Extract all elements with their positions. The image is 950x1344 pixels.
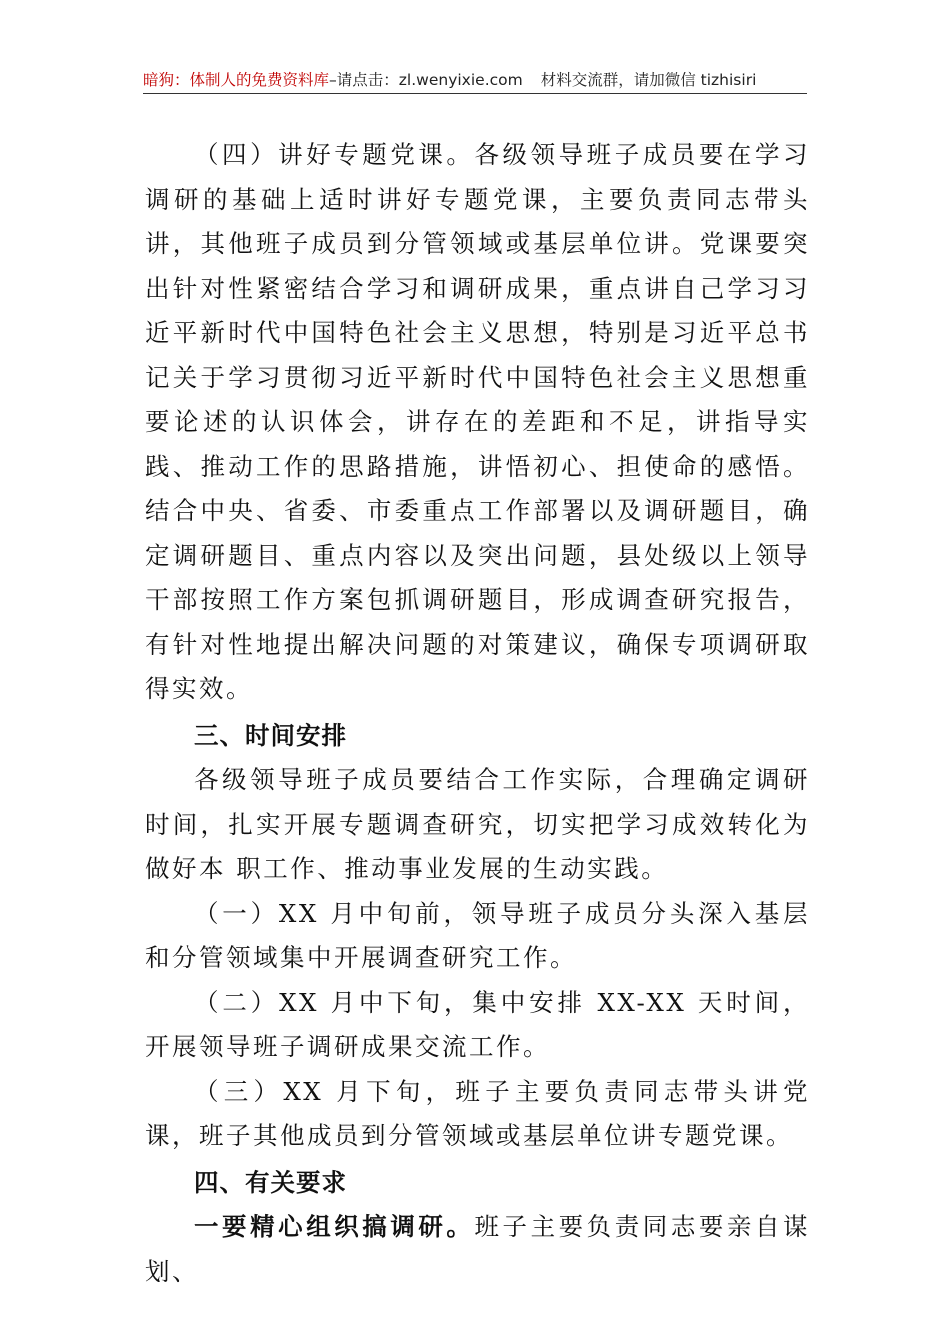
site-name: 体制人的免费资料库 (189, 71, 330, 89)
document-body (145, 133, 810, 1294)
section4-paragraph (145, 133, 810, 712)
section4-text: 各级领导班子成员要在学习调研的基础上适时讲好专题党课，主要负责同志带头讲，其他班子成员到分管领域或基层单位讲。党课要突出针对性紧密结合学习和调研成果，重点讲自己学习习近平新时代中国特色社会主义思想，特别是习近平总书记关于学习贯彻习近平新时代中国特色社会主义思想重要论述的认识体会，讲存在的差距和不足，讲指导实践、推动工作的思路措施，讲悟初心、担使命的感悟。结合中央、省委、市委重点工作部署以及调研题目，确定调研题目、重点内容以及突出问题，县处级以上领导干部按照工作方案包抓调研题目，形成调查研究报告，有针对性地提出解决问题的对策建议，确保专项调研取得实效。 (145, 140, 811, 703)
schedule-item-1: （一）XX 月中旬前，领导班子成员分头深入基层和分管领域集中开展调查研究工作。 (145, 898, 810, 972)
schedule-item-3: （三）XX 月下旬，班子主要负责同志带头讲党课，班子其他成员到分管领域或基层单位讲专题党课。 (145, 1076, 810, 1150)
page-header-banner (143, 70, 807, 90)
header-divider (143, 93, 807, 94)
requirement-1-text: 班子主要负责同志要亲自谋划、 (145, 1212, 811, 1286)
wechat-note: 材料交流群，请加微信 tizhisiri (540, 71, 757, 89)
requirement-1 (145, 1205, 810, 1294)
heading-schedule: 三、时间安排 (194, 720, 347, 750)
click-label: –请点击： (329, 71, 399, 89)
schedule-item-2: （二）XX 月中下旬，集中安排 XX-XX 天时间，开展领导班子调研成果交流工作。 (145, 987, 810, 1061)
site-url-link[interactable]: zl.wenyixie.com (398, 71, 523, 89)
requirement-1-lead: 一要精心组织搞调研。 (194, 1212, 475, 1241)
site-prefix: 暗狗： (143, 71, 190, 89)
section4-lead: （四）讲好专题党课。 (194, 140, 475, 169)
heading-requirements: 四、有关要求 (194, 1167, 347, 1197)
schedule-intro: 各级领导班子成员要结合工作实际，合理确定调研时间，扎实开展专题调查研究，切实把学习成效转化为做好本 职工作、推动事业发展的生动实践。 (145, 765, 810, 883)
